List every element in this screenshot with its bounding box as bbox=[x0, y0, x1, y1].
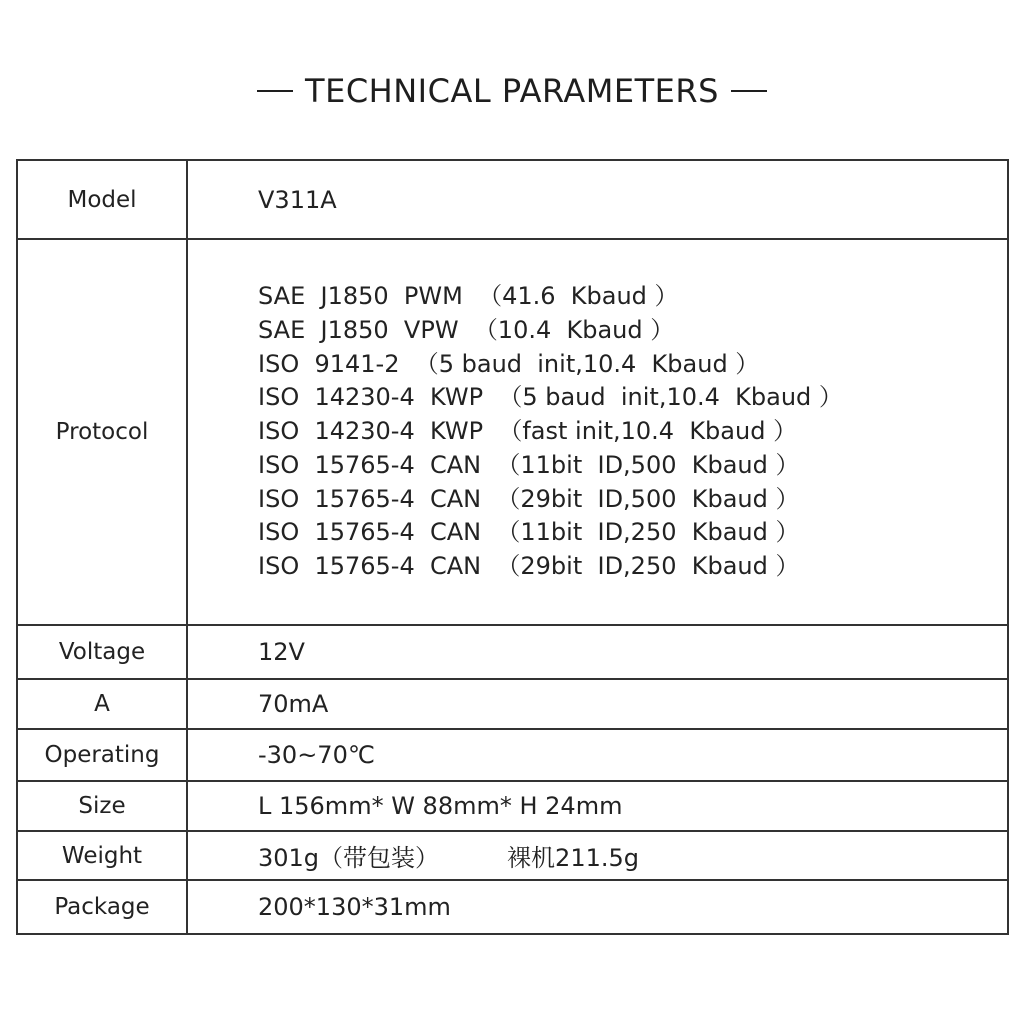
value-size: L 156mm* W 88mm* H 24mm bbox=[258, 792, 623, 820]
label-current: A bbox=[18, 680, 188, 728]
row-size bbox=[18, 782, 1007, 832]
value-voltage: 12V bbox=[258, 638, 305, 666]
parameters-table bbox=[16, 159, 1009, 935]
label-model: Model bbox=[18, 161, 188, 238]
protocol-line: ISO 15765-4 CAN （11bit ID,250 Kbaud ） bbox=[258, 518, 800, 547]
row-current bbox=[18, 680, 1007, 730]
page-title bbox=[0, 68, 1024, 114]
title-dash-left bbox=[257, 90, 293, 92]
label-size: Size bbox=[18, 782, 188, 830]
label-protocol: Protocol bbox=[18, 240, 188, 624]
protocol-list bbox=[258, 280, 843, 584]
protocol-line: ISO 15765-4 CAN （29bit ID,250 Kbaud ） bbox=[258, 552, 800, 581]
row-package bbox=[18, 881, 1007, 933]
protocol-line: ISO 15765-4 CAN （29bit ID,500 Kbaud ） bbox=[258, 484, 800, 513]
protocol-line: ISO 9141-2 （5 baud init,10.4 Kbaud ） bbox=[258, 349, 760, 378]
weight-bare: 裸机211.5g bbox=[507, 844, 639, 872]
value-package: 200*130*31mm bbox=[258, 893, 451, 921]
label-operating: Operating bbox=[18, 730, 188, 780]
weight-packaged: 301g（带包装） bbox=[258, 844, 440, 872]
title-text: TECHNICAL PARAMETERS bbox=[305, 72, 719, 110]
label-weight: Weight bbox=[18, 832, 188, 879]
value-model: V311A bbox=[258, 185, 337, 214]
value-operating: -30~70℃ bbox=[258, 741, 375, 769]
protocol-line: ISO 15765-4 CAN （11bit ID,500 Kbaud ） bbox=[258, 450, 800, 479]
value-current: 70mA bbox=[258, 690, 329, 718]
protocol-line: SAE J1850 PWM （41.6 Kbaud ） bbox=[258, 281, 679, 310]
protocol-line: ISO 14230-4 KWP （fast init,10.4 Kbaud ） bbox=[258, 417, 798, 446]
row-weight bbox=[18, 832, 1007, 881]
row-operating bbox=[18, 730, 1007, 782]
label-voltage: Voltage bbox=[18, 626, 188, 678]
label-package: Package bbox=[18, 881, 188, 933]
value-protocol bbox=[258, 240, 1007, 624]
protocol-line: ISO 14230-4 KWP （5 baud init,10.4 Kbaud ） bbox=[258, 383, 843, 412]
row-model bbox=[18, 161, 1007, 240]
row-protocol bbox=[18, 240, 1007, 626]
protocol-line: SAE J1850 VPW （10.4 Kbaud ） bbox=[258, 315, 675, 344]
value-weight bbox=[258, 832, 1007, 879]
row-voltage bbox=[18, 626, 1007, 680]
title-dash-right bbox=[731, 90, 767, 92]
